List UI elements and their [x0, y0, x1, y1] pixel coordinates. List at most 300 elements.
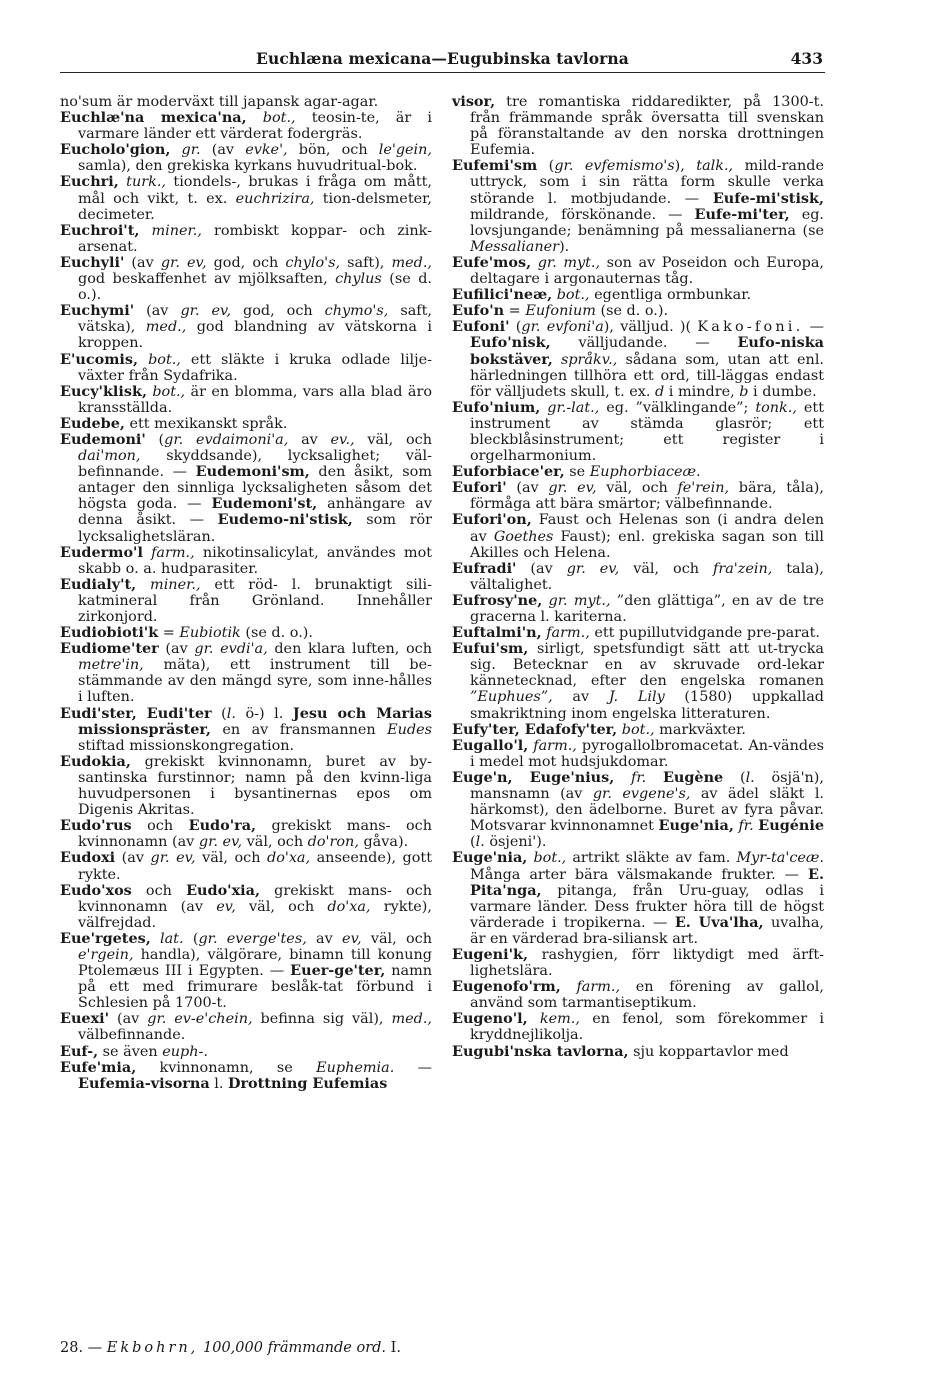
entry-text: skyddsande), lycksalighet; väl-befinnande. —: [78, 448, 432, 481]
headword: Eugène: [662, 768, 724, 786]
entry-text: god, och: [231, 303, 325, 320]
entry-text: no'sum är moderväxt till japansk agar-agar.: [60, 94, 379, 110]
entry-text: gr. ev,: [198, 834, 243, 851]
left-column: [60, 94, 432, 1092]
entry-text: (se d. o.).: [78, 271, 432, 304]
dictionary-entry: [60, 255, 432, 303]
entry-text: —: [394, 1059, 433, 1076]
entry-text: ett pupillutvidgande pre-parat.: [589, 625, 820, 642]
dictionary-entry: [452, 722, 824, 738]
entry-text: gr. ev,: [548, 480, 597, 497]
headword: Eugénie: [758, 817, 825, 835]
entry-text: med.,: [145, 319, 187, 336]
entry-text: handla), välgörare, binamn till konung Ptolemæus III i Egypten. —: [78, 946, 432, 980]
headword: Eudemo-ni'stisk,: [217, 511, 353, 529]
entry-text: [139, 223, 151, 239]
dictionary-entry: [60, 1011, 432, 1043]
entry-text: Eufonium: [525, 303, 596, 320]
entry-text: do'xa,: [327, 898, 371, 915]
dictionary-entry: [452, 1011, 824, 1043]
footer-title: 100,000 främmande ord.: [198, 1340, 387, 1356]
entry-text: (av: [124, 254, 161, 271]
dictionary-entry: [60, 303, 432, 351]
entry-text: pyrogallolbromacetat. An-vändes i medel mot hudsjukdomar.: [470, 737, 824, 770]
entry-text: teosin-te, är i varmare länder ett värderat fodergräs.: [78, 110, 433, 143]
entry-text: ).: [559, 238, 570, 255]
headword: Euchyli': [60, 253, 125, 271]
dictionary-entry: [452, 641, 824, 721]
headword: Eudo'xos: [60, 881, 132, 899]
entry-text: bot.,: [556, 287, 590, 304]
entry-text: se även: [98, 1043, 163, 1060]
entry-text: ev,: [216, 898, 236, 915]
entry-text: gåva).: [358, 834, 409, 851]
entry-text: nikotinsalicylat, användes mot skabb o. a. hudparasiter.: [78, 544, 433, 577]
headword: Eufemia-visorna: [78, 1074, 210, 1092]
dictionary-entry: [60, 850, 432, 882]
entry-text: saft, vätska),: [78, 303, 432, 336]
entry-text: (av: [200, 142, 246, 159]
entry-text: Messalianer: [470, 238, 560, 255]
entry-text: [553, 352, 561, 368]
entry-text: ösjeni').: [484, 834, 547, 851]
page-header: [60, 46, 825, 73]
entry-text: farm.,: [533, 737, 577, 754]
entry-text: Myr-ta'ceæ.: [736, 850, 824, 867]
entry-text: (av: [516, 560, 567, 577]
dictionary-entry: [452, 287, 824, 303]
headword: Eudoxi: [60, 849, 116, 867]
entry-text: eg. ”välklingande”;: [599, 399, 756, 416]
entry-text: chymo's,: [324, 303, 389, 320]
dictionary-entry: [452, 850, 824, 947]
entry-text: [151, 931, 160, 947]
dictionary-entry: [452, 561, 824, 593]
dictionary-entry: [60, 754, 432, 818]
entry-text: Kako-foni.: [697, 319, 804, 336]
dictionary-entry: [452, 625, 824, 641]
entry-text: [136, 577, 150, 593]
headword: Eufe'mia,: [60, 1058, 137, 1076]
entry-text: [528, 1011, 540, 1027]
entry-text: [646, 770, 663, 786]
headword: Eucholo'gion,: [60, 141, 171, 159]
headword: Jesu och Marias missionspräster,: [78, 704, 432, 738]
page-number: 433: [790, 49, 823, 68]
entry-text: av: [288, 431, 331, 448]
entry-text: tala), vältalighet.: [470, 560, 824, 593]
headword: Eufe'mos,: [452, 253, 532, 271]
dictionary-entry: [60, 931, 432, 1011]
entry-text: rykte), välfrejdad.: [78, 898, 432, 931]
entry-text: (av: [506, 480, 549, 497]
dictionary-entry: [60, 818, 432, 850]
entry-text: den klara luften, och: [267, 641, 432, 658]
entry-text: Faust och Helenas son (i andra delen av: [470, 512, 824, 545]
headword: Euer-ge'ter,: [290, 962, 386, 980]
entry-text: anseende), gott rykte.: [78, 850, 432, 883]
entry-text: uvalha, är en värderad bra-siliansk art.: [470, 914, 824, 947]
dictionary-entry: [60, 352, 432, 384]
entry-text: i dumbe.: [748, 383, 817, 400]
entry-text: gr.: [181, 142, 201, 159]
entry-text: väl, och: [235, 898, 328, 915]
entry-text: [531, 255, 538, 271]
headword: Euge'nia,: [658, 817, 734, 835]
headword: Eufo'nisk,: [470, 334, 551, 352]
entry-text: miner.,: [151, 222, 202, 239]
dictionary-entry: [60, 577, 432, 625]
dictionary-entry: [60, 384, 432, 416]
entry-text: [170, 142, 181, 158]
entry-text: ösjä'n), mansnamn (av: [470, 769, 824, 803]
headword: Eugallo'l,: [452, 736, 529, 754]
dictionary-entry: [452, 319, 824, 399]
entry-text: gr. evfoni'a: [521, 319, 604, 336]
entry-text: gr. evfemismo's: [554, 158, 675, 175]
dictionary-entry: [60, 641, 432, 705]
entry-text: grekiskt kvinnonamn, buret av by-santinska furstinnor; namn på den kvinn-liga huvudpersonen i bysantinernas epos om Digenis Akritas.: [78, 753, 432, 819]
dictionary-entry: [452, 1044, 824, 1060]
entry-text: som rör lycksalighetsläran.: [78, 512, 432, 545]
entry-text: saft),: [340, 254, 392, 271]
headword: Eugenofo'rm,: [452, 978, 561, 996]
headword: Eudi'ster, Eudi'ter: [60, 704, 212, 722]
entry-text: (av: [109, 1011, 148, 1028]
entry-text: tiondels-, brukas i fråga om mått, mål och vikt, t. ex.: [78, 174, 432, 207]
entry-text: tre romantiska riddaredikter, på 1300-t. från främmande språk översatta till svenskan på föranstaltande av den norska drottningen Eufemia.: [470, 94, 824, 159]
entry-text: gr. ev,: [180, 303, 232, 320]
dictionary-entry: [60, 110, 432, 142]
entry-text: farm.,: [576, 979, 621, 996]
entry-text: l.: [226, 705, 236, 722]
dictionary-entry: [60, 432, 432, 545]
entry-text: i mindre,: [664, 383, 740, 400]
headword: Eudialy't,: [60, 575, 137, 593]
headword: Eufo'n: [452, 302, 505, 320]
entry-text: eg. lovsjungande; benämning på messalianerna (se: [470, 206, 824, 239]
entry-text: Eubiotik: [179, 625, 241, 642]
dictionary-entry: [60, 1060, 432, 1092]
headword: Eufrosy'ne,: [452, 591, 543, 609]
entry-text: =: [504, 303, 526, 320]
entry-text: språkv.,: [560, 351, 618, 368]
headword: Eudo'rus: [60, 817, 132, 835]
entry-text: anhängare av denna åsikt. —: [78, 496, 432, 529]
entry-text: gr.-lat.,: [547, 399, 600, 416]
entry-text: samla), den grekiska kyrkans huvudritual-bok.: [78, 158, 418, 175]
dictionary-entry: [452, 512, 824, 560]
entry-text: ett röd- l. brunaktigt sili-katmineral från Grönland. Innehåller zirkonjord.: [78, 576, 432, 625]
entry-text: Faust); enl. grekiska sagan son till Akilles och Helena.: [470, 528, 824, 561]
headword: Eufoni': [452, 318, 510, 336]
dictionary-entry: [60, 416, 432, 432]
footer-signature: [60, 1340, 401, 1356]
entry-text: gr. ev,: [566, 560, 620, 577]
entry-text: med.,: [391, 1011, 432, 1028]
dictionary-entry: [60, 883, 432, 931]
headword: Eudiobioti'k: [60, 624, 159, 642]
headword: E. Uva'lha,: [674, 913, 764, 931]
entry-text: egentliga ormbunkar.: [589, 287, 752, 304]
entry-text: (av: [134, 303, 181, 320]
entry-text: grekiskt mans- och kvinnonamn (av: [78, 882, 433, 915]
entry-text: markväxter.: [654, 721, 746, 738]
dictionary-entry: [60, 625, 432, 641]
entry-text: ö-) l.: [235, 705, 293, 722]
entry-text: chylo's,: [285, 254, 341, 271]
entry-text: (se d. o.).: [595, 303, 669, 320]
entry-text: do'ron,: [307, 834, 359, 851]
entry-text: gr. ev,: [160, 254, 207, 271]
entry-text: (: [537, 158, 555, 175]
entry-text: god, och: [206, 254, 286, 271]
entry-text: artrikt släkte av fam.: [566, 850, 737, 867]
headword: E'ucomis,: [60, 350, 139, 368]
entry-text: väl, och: [361, 930, 432, 947]
headword: Drottning Eufemias: [228, 1074, 388, 1092]
dictionary-entry: [452, 158, 824, 255]
entry-text: b: [739, 383, 749, 400]
entry-text: (: [470, 834, 476, 851]
entry-text: ), välljud. )(: [603, 319, 698, 336]
entry-text: (se d. o.).: [240, 625, 313, 642]
headword: Euftalmi'n,: [452, 624, 542, 642]
headword: Euf-,: [60, 1042, 99, 1060]
entry-text: ),: [674, 158, 697, 175]
dictionary-entry: [452, 593, 824, 625]
entry-text: väl, och: [195, 850, 267, 867]
entry-text: är en blomma, vars alla blad äro kransställda.: [78, 383, 432, 416]
entry-text: [143, 545, 151, 561]
dictionary-entry: [452, 464, 824, 480]
entry-text: grekiskt mans- och kvinnonamn (av: [78, 818, 433, 851]
entry-text: Många arter bära välsmakande frukter. —: [470, 866, 809, 883]
entry-text: sju koppartavlor med: [628, 1043, 789, 1060]
entry-text: bot.,: [621, 721, 655, 738]
dictionary-entry: [452, 738, 824, 770]
headword: Euchlæ'na mexica'na,: [60, 109, 247, 127]
entry-text: kem.,: [539, 1011, 580, 1028]
dictionary-entry: [60, 545, 432, 577]
headword: Euchroi't,: [60, 221, 140, 239]
entry-text: en fenol, som förekommer i kryddnejlikolja.: [470, 1011, 824, 1044]
entry-text: Eudes: [387, 721, 432, 738]
entry-text: kvinnonamn, se: [136, 1059, 317, 1076]
entry-text: ev,: [342, 930, 362, 947]
entry-text: stiftad missionskongregation.: [78, 737, 295, 754]
entry-text: fra'zein,: [713, 560, 773, 577]
entry-text: (av: [158, 641, 195, 658]
entry-text: [561, 979, 577, 995]
headword: Eufori'on,: [452, 511, 532, 529]
headword: Eufradi': [452, 559, 517, 577]
dictionary-entry: [452, 947, 824, 979]
headword: Eudo'ra,: [188, 817, 257, 835]
entry-text: sirligt, spetsfundigt sätt att ut-trycka sig. Betecknar en av skruvade ord-lekar kännetecknad, efter den engelska romanen: [470, 641, 824, 690]
dictionary-entry: [60, 142, 432, 174]
entry-text: ett instrument av stämda glasrör; ett bleckblåsinstrument; ett register i orgelharmonium.: [470, 399, 824, 465]
entry-text: bön, och: [287, 142, 379, 159]
entry-text: (: [509, 319, 522, 336]
entry-text: (: [723, 769, 746, 786]
entry-text: ett släkte i kruka odlade lilje-växter från Sydafrika.: [78, 351, 432, 384]
entry-text: bot.,: [148, 351, 181, 368]
entry-text: bot.,: [533, 850, 567, 867]
entry-text: (: [183, 930, 199, 947]
entry-text: av: [552, 689, 609, 706]
entry-text: god beskaffenhet av mjölksaften,: [78, 271, 336, 288]
entry-text: ett mexikanskt språk.: [124, 415, 288, 432]
entry-text: l.: [475, 834, 485, 851]
entry-text: ”den glättiga”, en av de tre gracerna l. kariterna.: [470, 592, 824, 625]
dictionary-entry: [60, 706, 432, 754]
headword: Eufori': [452, 479, 507, 497]
entry-text: av: [306, 930, 343, 947]
entry-text: dai'mon,: [78, 448, 141, 465]
entry-text: =: [158, 625, 180, 642]
entry-text: rombiskt koppar- och zink-arsenat.: [78, 222, 433, 255]
entry-text: tonk.,: [755, 399, 797, 416]
entry-text: gr. evdi'a,: [194, 641, 268, 658]
entry-text: och: [131, 818, 189, 835]
entry-text: bot.,: [152, 383, 186, 400]
entry-text: chylus: [335, 271, 382, 288]
headword: Euchri,: [60, 173, 119, 191]
headword: Eudiome'ter: [60, 640, 159, 658]
dictionary-entry: [452, 400, 824, 464]
entry-text: med.,: [391, 254, 432, 271]
entry-text: [614, 770, 631, 786]
entry-text: evke',: [245, 142, 288, 159]
entry-text: rashygien, förr liktydigt med ärft-lighetslära.: [470, 946, 824, 980]
entry-text: fr.: [631, 769, 647, 786]
entry-text: euchrizira,: [235, 190, 315, 207]
headword: Eufemi'sm: [452, 157, 538, 175]
headword: Eudermo'l: [60, 543, 143, 561]
entry-text: Euphemia.: [316, 1059, 395, 1076]
dictionary-entry: [60, 223, 432, 255]
entry-text: ev.,: [330, 431, 355, 448]
entry-text: talk.,: [696, 158, 734, 175]
entry-text: namn på ett med frimurare beslåk-tat förbund i Schlesien på 1700-t.: [78, 963, 432, 1012]
headword: Eufe-mi'stisk,: [712, 189, 824, 207]
footer-author: Ekbohrn,: [106, 1340, 199, 1356]
entry-text: son av Poseidon och Europa, deltagare i argonauternas tåg.: [470, 254, 825, 288]
headword: Eufe-mi'ter,: [694, 205, 790, 223]
entry-text: en av fransmannen: [210, 721, 388, 738]
entry-text: väl, och: [354, 431, 432, 448]
entry-text: gr. myt.,: [537, 254, 601, 271]
entry-text: väl, och: [596, 480, 678, 497]
entry-text: välljudande. —: [550, 335, 738, 352]
headword: Eufy'ter, Edafofy'ter,: [452, 720, 618, 738]
headword: Eufo'nium,: [452, 398, 541, 416]
entry-text: (: [211, 705, 227, 722]
entry-text: en förening av gallol, använd som tarmantiseptikum.: [470, 979, 824, 1012]
dictionary-entry: [452, 94, 824, 158]
entry-text: Goethes: [493, 528, 554, 545]
entry-text: gr. evdaimoni'a,: [164, 431, 289, 448]
entry-text: miner.,: [150, 576, 201, 593]
dictionary-entry: [452, 979, 824, 1011]
headword: Eudokia,: [60, 752, 131, 770]
headword: Eufo-niska bokstäver,: [470, 334, 824, 368]
entry-text: mildrande, förskönande. —: [470, 206, 695, 223]
headword: Euchymi': [60, 302, 135, 320]
entry-text: befinna sig väl),: [252, 1011, 392, 1028]
entry-text: le'gein,: [378, 142, 432, 159]
entry-text: gr. myt.,: [548, 592, 611, 609]
entry-text: tion-delsmeter, decimeter.: [78, 190, 432, 223]
headword: Euge'nia,: [452, 849, 528, 867]
entry-text: bära, tåla), förmåga att bära smärtor; välbefinnande.: [470, 480, 824, 513]
dictionary-entry: [60, 1044, 432, 1060]
entry-text: Euphorbiaceæ.: [589, 464, 701, 481]
entry-text: ”Euphues”,: [470, 689, 553, 706]
entry-text: bot.,: [262, 110, 296, 127]
entry-text: [138, 352, 148, 368]
running-head: Euchlæna mexicana—Eugubinska tavlorna: [256, 49, 629, 68]
entry-text: gr. everge'tes,: [198, 930, 307, 947]
headword: Eufilici'neæ,: [452, 286, 553, 304]
entry-text: mäta), ett instrument till be-stämmande av den mängd syre, som inne-hålles i luften.: [78, 657, 432, 706]
entry-text: fr.: [738, 818, 754, 835]
entry-text: mild-rande uttryck, som i sin rätta form skulle verka störande l. motbjudande. —: [470, 158, 824, 207]
entry-text: god blandning av vätskorna i kroppen.: [78, 319, 432, 352]
headword: Eudemoni'st,: [211, 495, 318, 513]
entry-text: d: [655, 383, 665, 400]
entry-text: av ädel släkt l. härkomst), den ädelborne. Buret av fyra påvar. Motsvarar kvinnonamnet: [470, 786, 824, 835]
entry-text: gr. evgene's,: [592, 786, 691, 803]
dictionary-entry: [60, 94, 432, 110]
entry-text: l.: [209, 1075, 228, 1092]
headword: Eugeno'l,: [452, 1010, 528, 1028]
headword: Eugeni'k,: [452, 945, 528, 963]
entry-text: den åsikt, som antager den sinnliga lycksaligheten såsom det högsta goda. —: [78, 464, 432, 513]
headword: Eudemoni': [60, 430, 146, 448]
headword: Eufui'sm,: [452, 640, 529, 658]
entry-text: metre'in,: [78, 657, 144, 674]
headword: Eugubi'nska tavlorna,: [452, 1042, 629, 1060]
entry-text: (: [145, 431, 165, 448]
right-column: [452, 94, 824, 1060]
dictionary-entry: [60, 174, 432, 222]
entry-text: (1580) uppkallad smakriktning inom engelska litteraturen.: [470, 689, 824, 722]
entry-text: se: [564, 464, 590, 481]
entry-text: lat.: [160, 930, 184, 947]
headword: visor,: [452, 93, 496, 110]
headword: Euexi': [60, 1010, 110, 1028]
dictionary-entry: [452, 255, 824, 287]
headword: Eue'rgetes,: [60, 929, 151, 947]
dictionary-entry: [452, 770, 824, 850]
entry-text: gr. ev-e'chein,: [147, 1011, 253, 1028]
dictionary-entry: [452, 303, 824, 319]
headword: Eudemoni'sm,: [195, 463, 310, 481]
headword: Eucy'klisk,: [60, 382, 147, 400]
headword: Eudo'xia,: [186, 881, 260, 899]
footer-vol: I.: [386, 1340, 401, 1356]
footer-sig: 28. —: [60, 1340, 107, 1356]
headword: Euforbiace'er,: [452, 463, 565, 481]
entry-text: fe'rein,: [677, 480, 730, 497]
entry-text: e'rgein,: [78, 946, 134, 963]
entry-text: [247, 110, 263, 126]
entry-text: J. Lily: [608, 689, 665, 706]
entry-text: do'xa,: [266, 850, 311, 867]
entry-text: l.: [745, 769, 755, 786]
